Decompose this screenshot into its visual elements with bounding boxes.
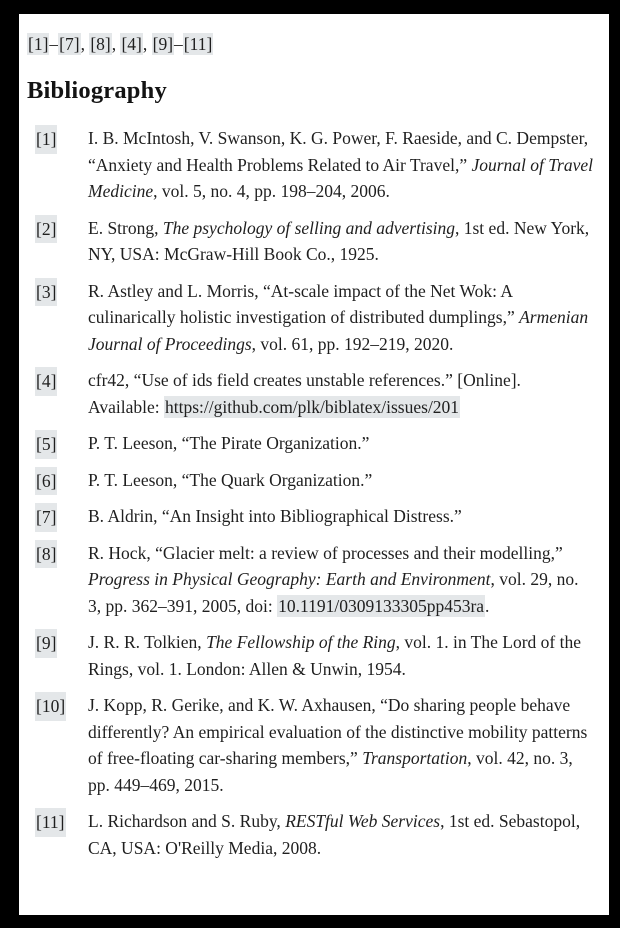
reference-label-link[interactable]: [11]: [35, 808, 66, 837]
text-segment: , vol. 29, no. 3, pp. 362–391, 2005, doi:: [88, 569, 579, 616]
reference-text: [88, 470, 372, 490]
citation-link[interactable]: [1]: [28, 34, 49, 54]
document-page: [19, 14, 609, 915]
text-segment: , vol. 1. in The Lord of the Rings, vol. 1. London: Allen & Unwin, 1954.: [88, 632, 581, 679]
reference-label-link[interactable]: [10]: [35, 692, 66, 721]
text-segment: R. Astley and L. Morris, “At-scale impact of the Net Wok: A culinarically holistic investigation of distributed dumplings,”: [88, 280, 520, 327]
reference-entry: [27, 215, 593, 268]
reference-label-link[interactable]: [7]: [35, 503, 57, 532]
reference-text: [88, 433, 369, 453]
text-segment: J. Kopp, R. Gerike, and K. W. Axhausen, “Do sharing people behave differently? An empirical evaluation of the distinctive mobility patterns of free-floating car-sharing members,”: [88, 695, 588, 768]
reference-text: [88, 281, 588, 354]
external-url-link[interactable]: 10.1191/0309133305pp453ra: [278, 595, 485, 616]
bibliography-heading: Bibliography: [27, 77, 167, 104]
reference-text: [88, 128, 593, 201]
text-segment: J. R. R. Tolkien,: [88, 632, 207, 652]
reference-label-link[interactable]: [3]: [35, 278, 57, 307]
text-segment: –: [49, 34, 59, 54]
reference-entry: [27, 629, 593, 682]
text-segment: ,: [80, 34, 90, 54]
text-segment: , 1st ed. Sebastopol, CA, USA: O'Reilly Media, 2008.: [88, 811, 581, 858]
text-segment: P. T. Leeson, “The Pirate Organization.”: [88, 433, 370, 453]
reference-text: [88, 632, 581, 679]
reference-text: [88, 543, 578, 617]
reference-text: [88, 811, 580, 858]
text-segment: L. Richardson and S. Ruby,: [88, 811, 286, 831]
citations-line: [27, 31, 593, 57]
reference-text: [88, 506, 462, 526]
italic-work-title: The psychology of selling and advertising: [162, 217, 455, 238]
reference-label-link[interactable]: [1]: [35, 125, 57, 154]
reference-text: [88, 370, 521, 418]
citation-link[interactable]: [7]: [59, 34, 80, 54]
text-segment: I. B. McIntosh, V. Swanson, K. G. Power, F. Raeside, and C. Dempster, “Anxiety and Health Problems Related to Air Travel,”: [88, 128, 589, 175]
reference-label-link[interactable]: [9]: [35, 629, 57, 658]
page-content: [19, 14, 609, 861]
reference-entry: [27, 540, 593, 620]
reference-label-link[interactable]: [2]: [35, 215, 57, 244]
text-segment: R. Hock, “Glacier melt: a review of processes and their modelling,”: [88, 542, 563, 563]
text-segment: –: [174, 34, 183, 54]
reference-label-link[interactable]: [5]: [35, 430, 57, 459]
reference-entry: [27, 503, 593, 530]
text-segment: ,: [111, 34, 121, 54]
citation-link[interactable]: [4]: [121, 34, 142, 54]
reference-label-link[interactable]: [4]: [35, 367, 57, 396]
text-segment: , 1st ed. New York, NY, USA: McGraw-Hill Book Co., 1925.: [88, 217, 590, 264]
text-segment: , vol. 5, no. 4, pp. 198–204, 2006.: [153, 181, 390, 201]
italic-work-title: RESTful Web Services: [285, 811, 441, 831]
reference-text: [88, 695, 587, 795]
reference-entry: [27, 125, 593, 205]
text-segment: ,: [142, 34, 152, 54]
reference-entry: [27, 367, 593, 420]
reference-label-link[interactable]: [8]: [35, 540, 57, 569]
external-url-link[interactable]: https://github.com/plk/biblatex/issues/201: [164, 396, 460, 417]
reference-list: [27, 125, 593, 861]
citation-link[interactable]: [8]: [90, 34, 111, 54]
text-segment: cfr42, “Use of ids field creates unstable references.” [Online]. Available:: [88, 370, 521, 417]
text-segment: , vol. 61, pp. 192–219, 2020.: [251, 333, 454, 354]
text-segment: E. Strong,: [88, 217, 163, 238]
text-segment: , vol. 42, no. 3, pp. 449–469, 2015.: [88, 748, 573, 795]
italic-work-title: Progress in Physical Geography: Earth and Environment: [88, 569, 491, 589]
reference-entry: [27, 692, 593, 798]
text-segment: B. Aldrin, “An Insight into Bibliographical Distress.”: [88, 506, 462, 526]
italic-work-title: The Fellowship of the Ring: [206, 632, 396, 652]
text-segment: P. T. Leeson, “The Quark Organization.”: [88, 469, 373, 490]
italic-work-title: Journal of Travel Medicine: [88, 154, 594, 201]
italic-work-title: Transportation: [362, 748, 468, 768]
reference-entry: [27, 467, 593, 494]
reference-entry: [27, 430, 593, 457]
reference-entry: [27, 808, 593, 861]
italic-work-title: Armenian Journal of Proceedings: [88, 307, 589, 354]
reference-label-link[interactable]: [6]: [35, 467, 57, 496]
reference-entry: [27, 278, 593, 358]
text-segment: .: [485, 595, 490, 616]
citation-link[interactable]: [9]: [152, 34, 174, 54]
reference-text: [88, 218, 589, 265]
citation-link[interactable]: [11]: [183, 34, 213, 54]
